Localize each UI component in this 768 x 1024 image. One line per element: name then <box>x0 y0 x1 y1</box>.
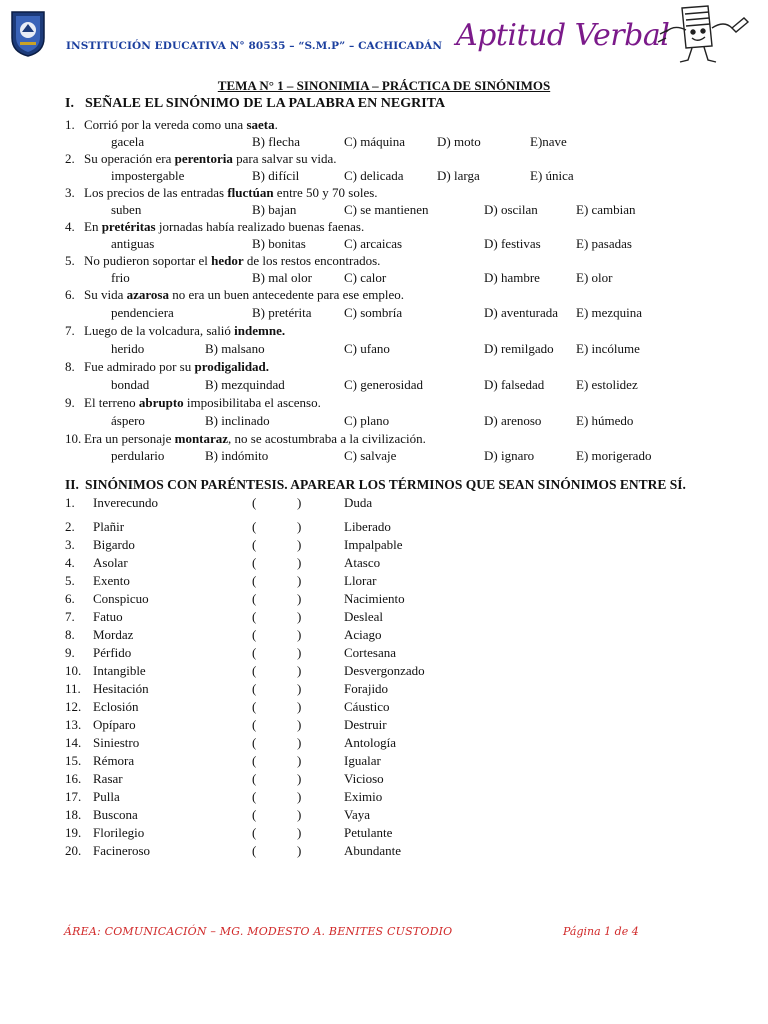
option-a: áspero <box>111 413 145 428</box>
option-c: C) sombría <box>344 305 403 320</box>
term: Pulla <box>93 789 120 804</box>
question-number: 2. <box>65 151 75 166</box>
key-word: saeta <box>246 117 275 132</box>
matching-row <box>0 554 768 572</box>
term: Facineroso <box>93 843 151 858</box>
row-number: 2. <box>65 519 75 534</box>
option-a: frio <box>111 270 130 285</box>
matching-row <box>0 752 768 770</box>
synonym-option: Desleal <box>344 609 383 624</box>
synonym-option: Destruir <box>344 717 387 732</box>
row-number: 19. <box>65 825 82 840</box>
option-b: B) mal olor <box>252 270 312 285</box>
answer-blank-close[interactable]: ) <box>297 519 302 534</box>
question-text-pre: Su operación era <box>84 151 175 166</box>
row-number: 16. <box>65 771 82 786</box>
term: Rémora <box>93 753 135 768</box>
option-d: D) ignaro <box>484 448 535 463</box>
term: Fatuo <box>93 609 123 624</box>
option-b: B) bajan <box>252 202 297 217</box>
matching-row <box>0 494 768 518</box>
synonym-option: Igualar <box>344 753 381 768</box>
question-text-post: de los restos encontrados. <box>243 253 381 268</box>
question-8 <box>0 358 768 376</box>
page-number: Página 1 de 4 <box>563 925 639 938</box>
option-b: B) pretérita <box>252 305 312 320</box>
synonym-questions <box>0 116 768 464</box>
option-d: D) festivas <box>484 236 541 251</box>
section-1-heading <box>65 96 445 112</box>
matching-row <box>0 788 768 806</box>
answer-blank-close[interactable]: ) <box>297 609 302 624</box>
option-b: B) flecha <box>252 134 301 149</box>
synonym-option: Forajido <box>344 681 389 696</box>
synonym-option: Cortesana <box>344 645 396 660</box>
key-word: fluctúan <box>227 185 274 200</box>
notebook-mascot-icon <box>652 2 756 68</box>
option-c: C) salvaje <box>344 448 397 463</box>
answer-blank-open[interactable]: ( <box>252 495 257 510</box>
answer-blank-open[interactable]: ( <box>252 825 257 840</box>
option-c: C) se mantienen <box>344 202 429 217</box>
key-word: hedor <box>211 253 244 268</box>
row-number: 13. <box>65 717 82 732</box>
answer-blank-open[interactable]: ( <box>252 663 257 678</box>
option-d: D) moto <box>437 134 481 149</box>
options-row <box>0 202 768 218</box>
term: Bigardo <box>93 537 135 552</box>
school-crest-icon <box>8 8 48 58</box>
row-number: 15. <box>65 753 82 768</box>
answer-blank-close[interactable]: ) <box>297 573 302 588</box>
question-text <box>84 150 336 168</box>
options-row <box>0 412 768 430</box>
question-text <box>84 430 426 448</box>
key-word: pretéritas <box>101 219 156 234</box>
term: Exento <box>93 573 130 588</box>
question-9 <box>0 394 768 412</box>
question-text-pre: En <box>84 219 102 234</box>
options-row <box>0 340 768 358</box>
option-d: D) oscilan <box>484 202 538 217</box>
option-a: perdulario <box>111 448 165 463</box>
key-word: perentoria <box>174 151 233 166</box>
question-text-pre: No pudieron soportar el <box>84 253 212 268</box>
row-number: 1. <box>65 495 75 510</box>
section-2-number: II. <box>65 477 79 492</box>
options-row <box>0 168 768 184</box>
synonym-option: Petulante <box>344 825 393 840</box>
question-text-post: no era un buen antecedente para ese empleo. <box>169 287 404 302</box>
term: Asolar <box>93 555 128 570</box>
option-b: B) difícil <box>252 168 300 183</box>
row-number: 8. <box>65 627 75 642</box>
answer-blank-close[interactable]: ) <box>297 663 302 678</box>
matching-row <box>0 680 768 698</box>
row-number: 6. <box>65 591 75 606</box>
section-2-heading <box>65 477 686 493</box>
synonym-option: Abundante <box>344 843 402 858</box>
question-number: 7. <box>65 323 75 338</box>
matching-row <box>0 608 768 626</box>
answer-blank-open[interactable]: ( <box>252 807 257 822</box>
question-10 <box>0 430 768 448</box>
row-number: 9. <box>65 645 75 660</box>
matching-row <box>0 770 768 788</box>
answer-blank-open[interactable]: ( <box>252 681 257 696</box>
matching-row <box>0 734 768 752</box>
term: Mordaz <box>93 627 134 642</box>
synonym-option: Liberado <box>344 519 391 534</box>
question-text-post: . <box>274 117 278 132</box>
question-number: 4. <box>65 219 75 234</box>
question-number: 1. <box>65 117 75 132</box>
matching-row <box>0 824 768 842</box>
answer-blank-open[interactable]: ( <box>252 699 257 714</box>
option-e: E) mezquina <box>576 305 643 320</box>
question-text <box>84 184 378 202</box>
answer-blank-open[interactable]: ( <box>252 591 257 606</box>
answer-blank-open[interactable]: ( <box>252 573 257 588</box>
synonym-option: Desvergonzado <box>344 663 425 678</box>
option-e: E) estolidez <box>576 377 638 392</box>
option-e: E) húmedo <box>576 413 634 428</box>
question-text-pre: Su vida <box>84 287 127 302</box>
matching-row <box>0 572 768 590</box>
question-text-pre: Corrió por la vereda como una <box>84 117 247 132</box>
options-row <box>0 270 768 286</box>
term: Intangible <box>93 663 146 678</box>
option-a: antiguas <box>111 236 155 251</box>
option-e: E)nave <box>530 134 567 149</box>
option-b: B) bonitas <box>252 236 306 251</box>
question-text-post: entre 50 y 70 soles. <box>273 185 378 200</box>
answer-blank-close[interactable]: ) <box>297 681 302 696</box>
answer-blank-close[interactable]: ) <box>297 591 302 606</box>
question-6 <box>0 286 768 304</box>
option-b: B) inclinado <box>205 413 270 428</box>
option-a: pendenciera <box>111 305 174 320</box>
options-row <box>0 304 768 322</box>
row-number: 12. <box>65 699 82 714</box>
options-row <box>0 376 768 394</box>
matching-row <box>0 590 768 608</box>
option-e: E) incólume <box>576 341 640 356</box>
question-text <box>84 218 364 236</box>
synonym-option: Eximio <box>344 789 383 804</box>
option-a: bondad <box>111 377 150 392</box>
option-b: B) malsano <box>205 341 265 356</box>
question-text-post: , no se acostumbraba a la civilización. <box>228 431 426 446</box>
matching-row <box>0 518 768 536</box>
option-d: D) larga <box>437 168 480 183</box>
matching-row <box>0 536 768 554</box>
question-number: 10. <box>65 431 82 446</box>
answer-blank-close[interactable]: ) <box>297 627 302 642</box>
answer-blank-close[interactable]: ) <box>297 537 302 552</box>
matching-row <box>0 842 768 860</box>
option-c: C) generosidad <box>344 377 424 392</box>
answer-blank-close[interactable]: ) <box>297 807 302 822</box>
answer-blank-open[interactable]: ( <box>252 771 257 786</box>
answer-blank-open[interactable]: ( <box>252 753 257 768</box>
question-number: 5. <box>65 253 75 268</box>
matching-row <box>0 626 768 644</box>
answer-blank-open[interactable]: ( <box>252 555 257 570</box>
answer-blank-open[interactable]: ( <box>252 789 257 804</box>
question-4 <box>0 218 768 236</box>
option-a: herido <box>111 341 145 356</box>
option-e: E) cambian <box>576 202 636 217</box>
document-title: TEMA N° 1 – SINONIMIA – PRÁCTICA DE SINÓNIMOS <box>217 78 551 93</box>
synonym-option: Aciago <box>344 627 382 642</box>
matching-row <box>0 716 768 734</box>
key-word: abrupto <box>138 395 184 410</box>
row-number: 11. <box>65 681 81 696</box>
row-number: 20. <box>65 843 82 858</box>
institution-name: INSTITUCIÓN EDUCATIVA N° 80535 – “S.M.P” – CACHICADÁN <box>66 40 443 52</box>
answer-blank-close[interactable]: ) <box>297 555 302 570</box>
term: Siniestro <box>93 735 140 750</box>
option-d: D) aventurada <box>484 305 558 320</box>
answer-blank-open[interactable]: ( <box>252 519 257 534</box>
term: Opíparo <box>93 717 136 732</box>
answer-blank-close[interactable]: ) <box>297 771 302 786</box>
option-d: D) hambre <box>484 270 540 285</box>
synonym-option: Vicioso <box>344 771 384 786</box>
row-number: 10. <box>65 663 82 678</box>
option-d: D) arenoso <box>484 413 542 428</box>
option-e: E) morigerado <box>576 448 652 463</box>
answer-blank-close[interactable]: ) <box>297 753 302 768</box>
option-d: D) remilgado <box>484 341 554 356</box>
answer-blank-close[interactable]: ) <box>297 843 302 858</box>
synonym-option: Vaya <box>344 807 370 822</box>
question-text <box>84 322 285 340</box>
question-2 <box>0 150 768 168</box>
option-c: C) máquina <box>344 134 406 149</box>
question-number: 9. <box>65 395 75 410</box>
brand-title: Aptitud Verbal <box>456 18 670 53</box>
synonym-option: Impalpable <box>344 537 403 552</box>
option-c: C) arcaicas <box>344 236 403 251</box>
question-text-pre: Era un personaje <box>84 431 175 446</box>
question-text <box>84 358 269 376</box>
option-e: E) olor <box>576 270 613 285</box>
option-e: E) pasadas <box>576 236 632 251</box>
answer-blank-close[interactable]: ) <box>297 645 302 660</box>
matching-row <box>0 662 768 680</box>
synonym-option: Atasco <box>344 555 381 570</box>
row-number: 14. <box>65 735 82 750</box>
answer-blank-close[interactable]: ) <box>297 717 302 732</box>
term: Rasar <box>93 771 123 786</box>
page-header <box>0 0 768 72</box>
option-d: D) falsedad <box>484 377 545 392</box>
option-b: B) indómito <box>205 448 269 463</box>
term: Conspicuo <box>93 591 149 606</box>
option-a: suben <box>111 202 142 217</box>
question-text-pre: El terreno <box>84 395 139 410</box>
options-row <box>0 236 768 252</box>
answer-blank-close[interactable]: ) <box>297 495 302 510</box>
synonym-option: Duda <box>344 495 373 510</box>
term: Eclosión <box>93 699 139 714</box>
term: Pérfido <box>93 645 132 660</box>
question-5 <box>0 252 768 270</box>
synonym-option: Llorar <box>344 573 377 588</box>
term: Buscona <box>93 807 138 822</box>
row-number: 17. <box>65 789 82 804</box>
answer-blank-close[interactable]: ) <box>297 825 302 840</box>
question-text <box>84 394 321 412</box>
answer-blank-open[interactable]: ( <box>252 537 257 552</box>
question-text-post: jornadas había realizado buenas faenas. <box>155 219 365 234</box>
row-number: 5. <box>65 573 75 588</box>
key-word: indemne. <box>234 323 286 338</box>
question-text <box>84 116 278 134</box>
question-number: 8. <box>65 359 75 374</box>
option-c: C) delicada <box>344 168 404 183</box>
question-text-pre: Los precios de las entradas <box>84 185 228 200</box>
answer-blank-close[interactable]: ) <box>297 699 302 714</box>
key-word: azarosa <box>126 287 169 302</box>
row-number: 18. <box>65 807 82 822</box>
option-c: C) ufano <box>344 341 390 356</box>
row-number: 4. <box>65 555 75 570</box>
question-1 <box>0 116 768 134</box>
answer-blank-open[interactable]: ( <box>252 735 257 750</box>
term: Plañir <box>93 519 125 534</box>
question-number: 6. <box>65 287 75 302</box>
row-number: 3. <box>65 537 75 552</box>
option-b: B) mezquindad <box>205 377 285 392</box>
key-word: prodigalidad. <box>194 359 270 374</box>
question-text <box>84 286 404 304</box>
answer-blank-open[interactable]: ( <box>252 843 257 858</box>
synonym-option: Antología <box>344 735 396 750</box>
section-1-number: I. <box>65 96 74 111</box>
section-2-title: SINÓNIMOS CON PARÉNTESIS. APAREAR LOS TÉRMINOS QUE SEAN SINÓNIMOS ENTRE SÍ. <box>85 477 686 492</box>
answer-blank-open[interactable]: ( <box>252 717 257 732</box>
options-row <box>0 448 768 464</box>
key-word: montaraz <box>174 431 229 446</box>
answer-blank-open[interactable]: ( <box>252 645 257 660</box>
question-text-post: imposibilitaba el ascenso. <box>183 395 321 410</box>
matching-row <box>0 698 768 716</box>
synonym-option: Nacimiento <box>344 591 405 606</box>
answer-blank-close[interactable]: ) <box>297 735 302 750</box>
answer-blank-close[interactable]: ) <box>297 789 302 804</box>
option-a: impostergable <box>111 168 185 183</box>
row-number: 7. <box>65 609 75 624</box>
answer-blank-open[interactable]: ( <box>252 627 257 642</box>
term: Hesitación <box>93 681 149 696</box>
question-text <box>84 252 380 270</box>
synonym-option: Cáustico <box>344 699 390 714</box>
term: Florilegio <box>93 825 145 840</box>
question-text-pre: Luego de la volcadura, salió <box>84 323 235 338</box>
question-text-post: para salvar su vida. <box>232 151 337 166</box>
answer-blank-open[interactable]: ( <box>252 609 257 624</box>
footer-author: ÁREA: COMUNICACIÓN – MG. MODESTO A. BENITES CUSTODIO <box>64 925 453 938</box>
section-1-title: SEÑALE EL SINÓNIMO DE LA PALABRA EN NEGRITA <box>85 96 446 111</box>
term: Inverecundo <box>93 495 158 510</box>
matching-row <box>0 806 768 824</box>
option-c: C) plano <box>344 413 390 428</box>
matching-row <box>0 644 768 662</box>
options-row <box>0 134 768 150</box>
question-number: 3. <box>65 185 75 200</box>
question-7 <box>0 322 768 340</box>
option-c: C) calor <box>344 270 387 285</box>
option-a: gacela <box>111 134 145 149</box>
option-e: E) única <box>530 168 574 183</box>
matching-list <box>0 494 768 860</box>
question-text-pre: Fue admirado por su <box>84 359 195 374</box>
question-3 <box>0 184 768 202</box>
